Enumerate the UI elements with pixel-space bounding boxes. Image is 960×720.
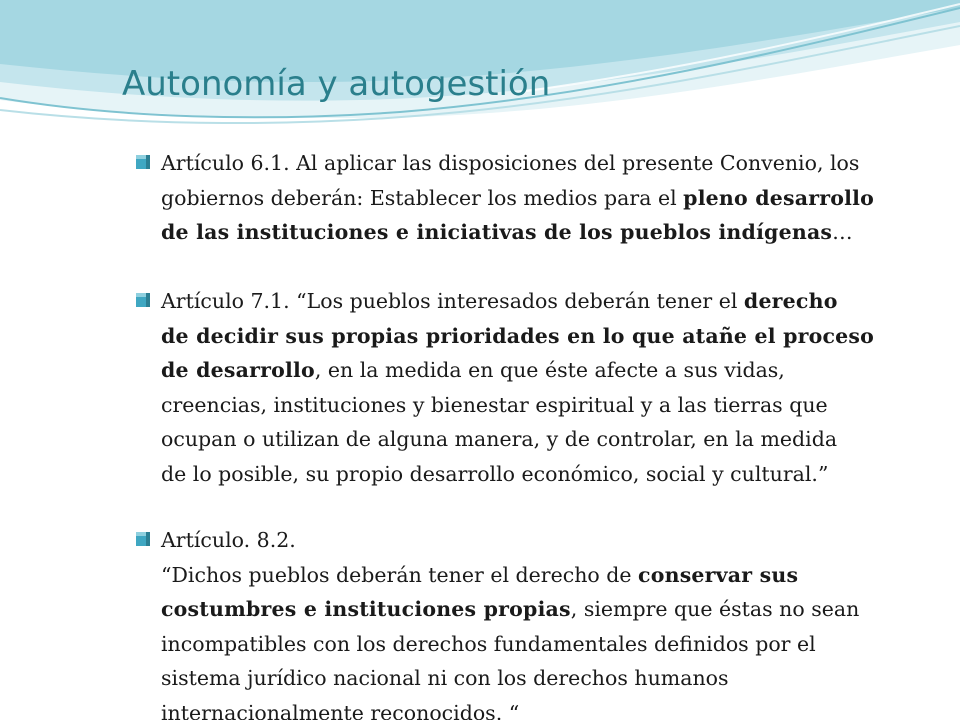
text-line [161,422,931,457]
text-run: de lo posible, su propio desarrollo económico, social y cultural.” [161,461,829,486]
text-run: “Dichos pueblos deberán tener el derecho de [161,562,639,587]
text-line [161,353,931,388]
bold-run: conservar sus [638,562,799,587]
bold-run: pleno desarrollo [683,185,874,210]
text-line [161,457,931,492]
text-run: , siempre que éstas no sean [570,597,860,621]
text-run: , en la medida en que éste afecte a sus vidas, [314,358,785,382]
square-bullet-icon [135,292,152,309]
text-run: creencias, instituciones y bienestar espiritual y a las tierras que [161,392,828,417]
bold-run: costumbres e instituciones propias [161,597,571,621]
text-line [161,215,931,250]
text-run: Artículo 6.1. Al aplicar las disposiciones del presente Convenio, los [161,151,860,175]
text-run: incompatibles con los derechos fundamentales definidos por el [161,631,816,656]
slide-title: Autonomía y autogestión [122,64,551,104]
text-line [161,558,931,593]
text-run: … [832,220,853,244]
bullet-text [161,284,931,491]
text-run: internacionalmente reconocidos. “ [161,700,520,720]
text-line [161,592,931,627]
text-line [161,146,931,181]
bullet-text [161,146,931,250]
text-line [161,284,931,319]
square-bullet-icon [135,154,152,171]
text-line [161,523,931,558]
text-run: gobiernos deberán: Establecer los medios para el [161,185,684,210]
square-bullet-icon [135,531,152,548]
bold-run: de las instituciones e iniciativas de los pueblos indígenas [161,220,833,244]
bold-run: de desarrollo [161,358,315,382]
text-line [161,181,931,216]
text-run: ocupan o utilizan de alguna manera, y de controlar, en la medida [161,427,838,451]
text-line [161,661,931,696]
text-line [161,319,931,354]
text-line [161,388,931,423]
text-run: Artículo. 8.2. [161,528,296,552]
bullet-text [161,523,931,720]
text-run: Artículo 7.1. “Los pueblos interesados deberán tener el [161,289,744,313]
bold-run: de decidir sus propias prioridades en lo que atañe el proceso [161,323,875,348]
text-line [161,696,931,720]
text-line [161,627,931,662]
bold-run: derecho [743,289,838,313]
text-run: sistema jurídico nacional ni con los derechos humanos [161,666,729,690]
